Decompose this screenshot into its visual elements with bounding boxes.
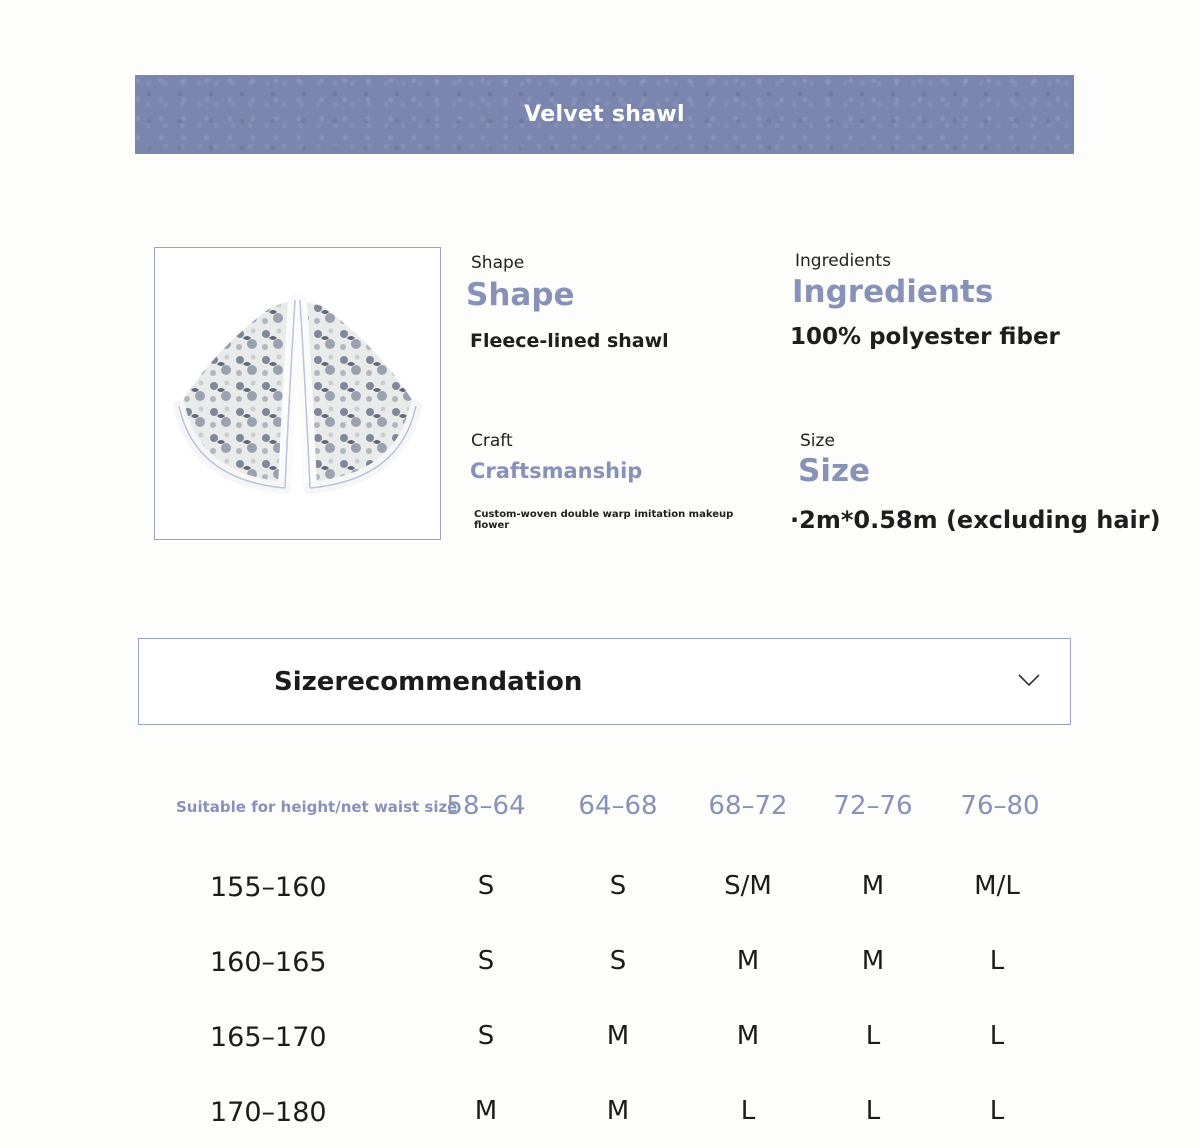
size-cell: M [861, 871, 885, 901]
size-cell: M [606, 1096, 630, 1126]
ingredients-value: 100% polyester fiber [790, 324, 1060, 350]
waist-column-header: 64–68 [578, 791, 658, 821]
shawl-illustration [155, 248, 440, 539]
size-cell: L [989, 1096, 1005, 1126]
size-cell: S/M [724, 871, 772, 901]
size-cell: M [736, 946, 760, 976]
size-cell: S [477, 1021, 495, 1051]
product-image [154, 247, 441, 540]
size-cell: S [609, 871, 627, 901]
height-row-label: 160–165 [210, 947, 327, 978]
size-cell: M [736, 1021, 760, 1051]
size-title: Size [798, 453, 871, 489]
size-recommendation-accordion[interactable] [138, 638, 1071, 725]
waist-column-header: 68–72 [708, 791, 788, 821]
banner-title: Velvet shawl [524, 102, 685, 127]
size-cell: M [861, 946, 885, 976]
craft-title: Craftsmanship [470, 459, 643, 483]
craft-label: Craft [471, 431, 513, 451]
height-row-label: 170–180 [210, 1097, 327, 1128]
height-row-label: 155–160 [210, 872, 327, 903]
chevron-down-icon[interactable] [1018, 673, 1040, 687]
size-cell: M/L [974, 871, 1020, 901]
size-cell: L [989, 946, 1005, 976]
size-cell: M [474, 1096, 498, 1126]
craft-value: Custom-woven double warp imitation makeup flower [474, 509, 734, 531]
size-cell: L [865, 1096, 881, 1126]
size-cell: L [740, 1096, 756, 1126]
waist-column-header: 72–76 [833, 791, 913, 821]
height-row-label: 165–170 [210, 1022, 327, 1053]
waist-column-header: 58–64 [446, 791, 526, 821]
shape-label: Shape [471, 253, 525, 273]
shape-title: Shape [466, 277, 575, 313]
size-recommendation-title: Sizerecommendation [274, 667, 583, 697]
size-cell: S [477, 871, 495, 901]
title-banner [135, 75, 1074, 154]
size-label: Size [800, 431, 835, 451]
waist-column-header: 76–80 [960, 791, 1040, 821]
ingredients-label: Ingredients [795, 251, 891, 271]
ingredients-title: Ingredients [792, 274, 994, 310]
size-value: ·2m*0.58m (excluding hair) [790, 506, 1161, 534]
table-header-label: Suitable for height/net waist size [176, 798, 458, 816]
size-cell: S [477, 946, 495, 976]
shape-value: Fleece-lined shawl [470, 330, 669, 352]
size-cell: L [865, 1021, 881, 1051]
size-cell: L [989, 1021, 1005, 1051]
size-cell: S [609, 946, 627, 976]
size-cell: M [606, 1021, 630, 1051]
